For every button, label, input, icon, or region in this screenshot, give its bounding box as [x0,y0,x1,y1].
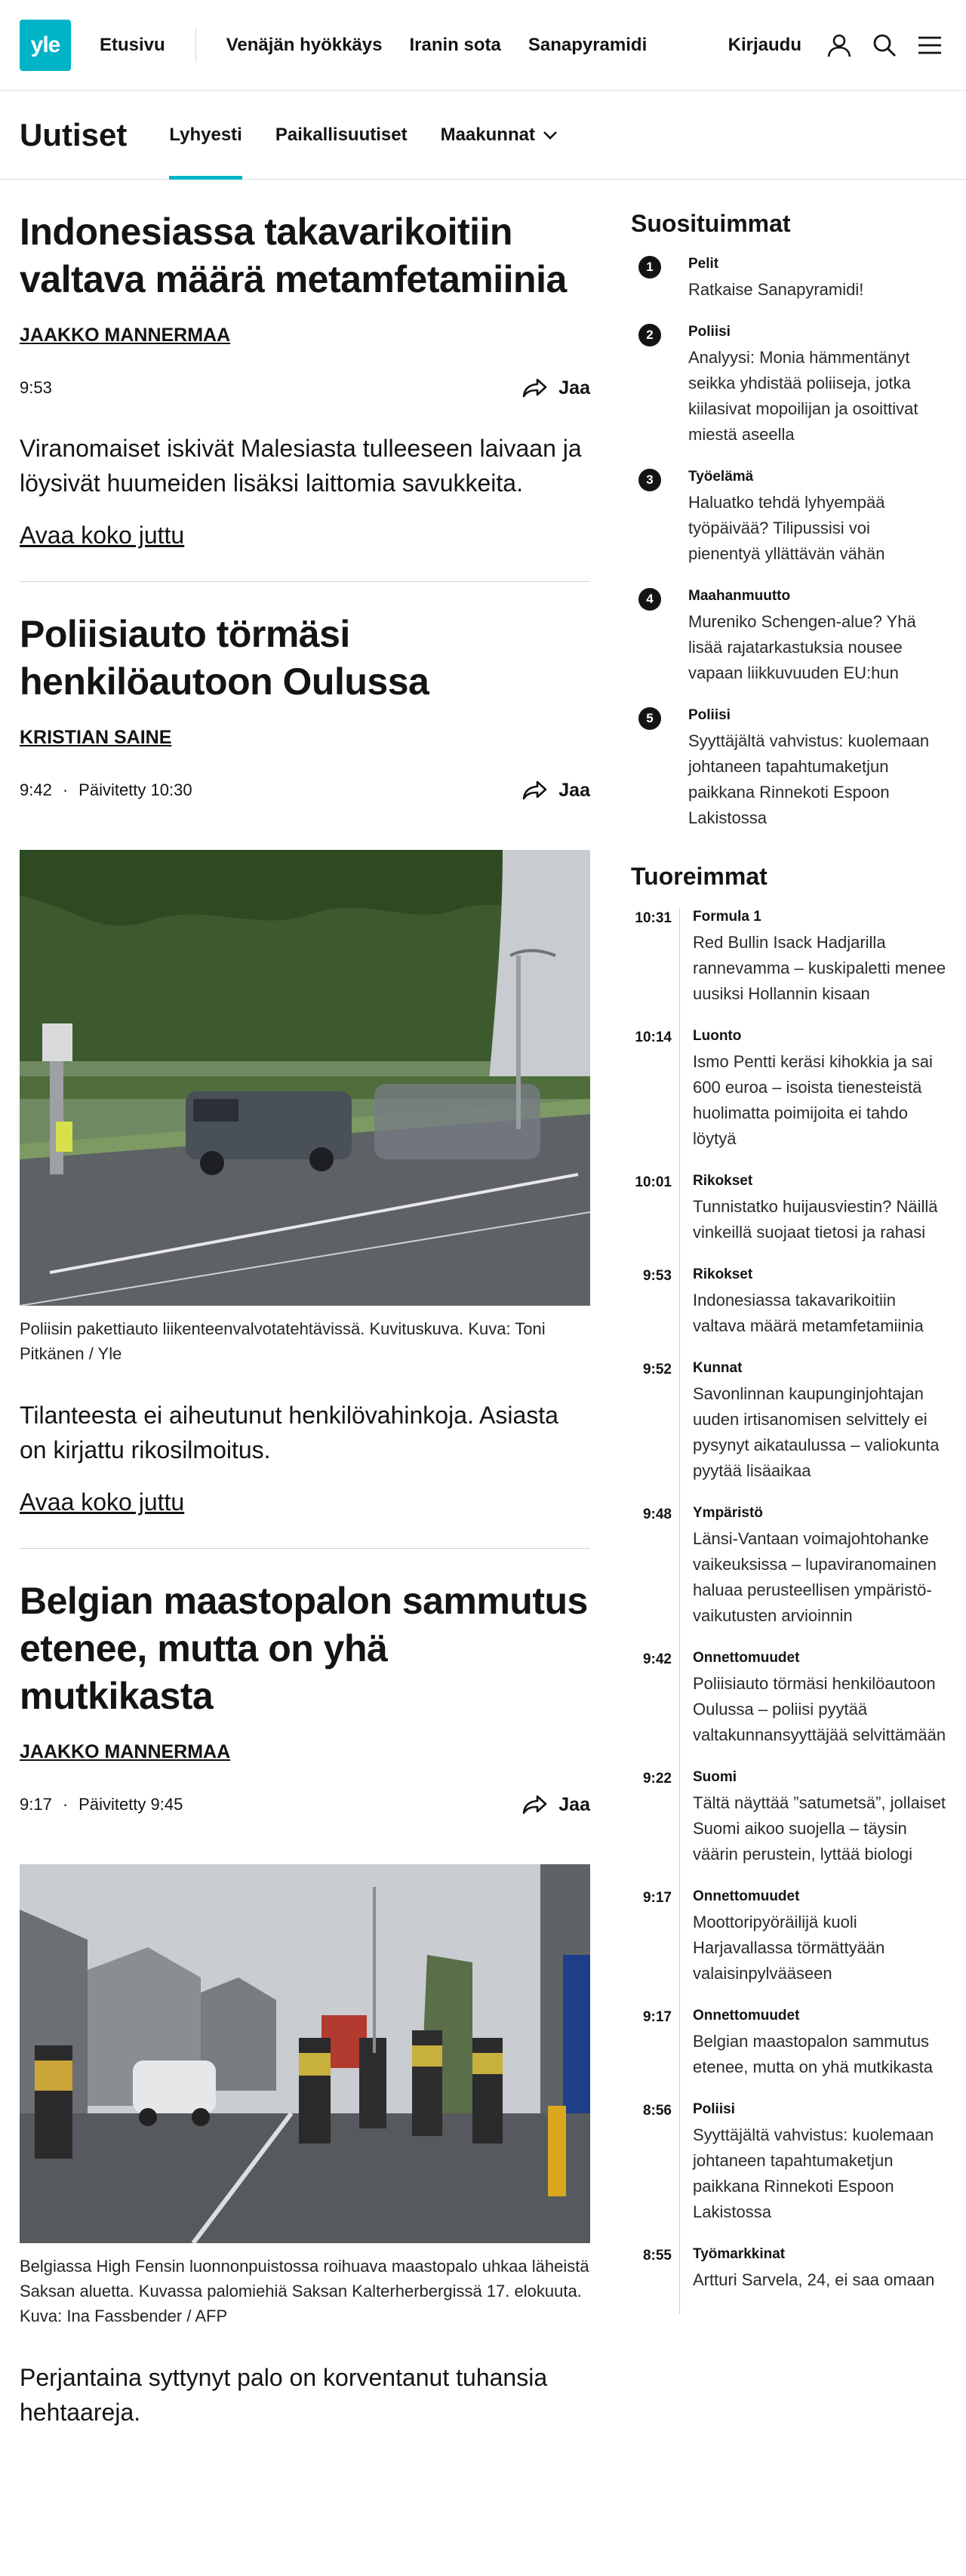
popular-item-body [688,588,946,686]
latest-item-body [693,1505,946,1629]
item-time: 9:42 [642,1651,672,1667]
item-headline: Länsi-Vantaan voimajohtohanke vaikeuksissa – lupaviranomainen haluaa perusteellisen ympäristövaikutusten arvioinnin [693,1529,937,1625]
popular-heading: Suosituimmat [631,210,791,237]
rank-number: 3 [638,469,661,491]
timeline-rail [679,1173,680,1266]
menu-icon[interactable] [913,29,946,62]
item-time: 10:01 [635,1174,672,1190]
latest-item-body [693,1650,946,1748]
item-kicker: Luonto [693,1028,742,1044]
item-headline: Tältä näyttää ”satumetsä”, jollaiset Suomi aikoo suojella – täysin väärin perustein, lyttää biologi [693,1793,946,1864]
share-button[interactable] [522,1794,590,1816]
nav-link-sanapyramidi[interactable]: Sanapyramidi [528,34,648,55]
police-van-photo[interactable] [20,850,590,1306]
latest-item[interactable] [631,1769,946,1867]
share-label: Jaa [558,779,590,801]
sidebar [631,180,946,2430]
timeline-rail [679,1505,680,1650]
timeline-rail [679,2246,680,2314]
item-time: 9:22 [642,1771,672,1787]
article-meta [20,1793,590,1816]
latest-item[interactable] [631,1888,946,1987]
item-time: 9:17 [642,2009,672,2025]
latest-item[interactable] [631,2101,946,2225]
item-time: 9:48 [642,1507,672,1522]
latest-item-body [693,1769,946,1867]
rank-number: 1 [638,256,661,279]
item-headline: Savonlinnan kaupunginjohtajan uuden irtisanomisen selvittely ei pysynyt aikataulussa – valiokunta pyytää lisäaikaa [693,1384,940,1480]
popular-item[interactable] [631,324,946,448]
item-kicker: Rikokset [693,1266,753,1282]
item-time: 9:17 [642,1890,672,1906]
item-headline: Haluatko tehdä lyhyempää työpäivää? Tilipussisi voi pienentyä yllättävän vähän [688,493,885,563]
item-headline: Artturi Sarvela, 24, ei saa omaan [693,2270,935,2289]
popular-item[interactable] [631,469,946,567]
open-article-link[interactable]: Avaa koko juttu [20,1488,185,1516]
firefighters-photo[interactable] [20,1864,590,2243]
news-feed [20,180,590,2430]
timeline-rail [679,1266,680,1360]
item-kicker: Suomi [693,1769,737,1785]
news-article [20,611,590,1549]
header-actions [728,29,946,62]
article-lead: Tilanteesta ei aiheutunut henkilövahinkoja. Asiasta on kirjattu rikosilmoitus. [20,1402,558,1463]
top-navigation [0,0,966,91]
nav-home-link[interactable]: Etusivu [100,34,165,55]
share-label: Jaa [558,1793,590,1815]
item-kicker: Poliisi [688,324,731,340]
meta-separator: · [62,1795,69,1814]
chevron-down-icon [543,131,558,140]
timeline-rail [679,1769,680,1888]
item-kicker: Onnettomuudet [693,1888,800,1904]
latest-item[interactable] [631,1360,946,1484]
item-kicker: Poliisi [688,707,731,723]
article-updated: Päivitetty 9:45 [78,1795,183,1814]
user-icon[interactable] [823,29,856,62]
share-icon [522,780,548,801]
rank-number: 5 [638,707,661,730]
item-headline: Syyttäjältä vahvistus: kuolemaan johtaneen tapahtumaketjun paikkana Rinnekoti Espoon Lakistossa [693,2125,934,2221]
timeline-rail [679,1360,680,1505]
latest-item-body [693,1266,946,1339]
tab-lyhyesti[interactable]: Lyhyesti [169,91,242,180]
item-time: 10:14 [635,1029,672,1045]
nav-link-ukraine[interactable]: Venäjän hyökkäys [226,34,383,55]
article-updated: Päivitetty 10:30 [78,780,192,799]
popular-item-body [688,469,946,567]
article-meta [20,377,590,399]
yle-logo[interactable]: yle [20,20,71,71]
latest-item-body [693,2246,934,2293]
article-time: 9:42 [20,780,52,799]
latest-item[interactable] [631,1266,946,1339]
popular-item[interactable] [631,256,946,303]
latest-item[interactable] [631,909,946,1007]
article-lead: Viranomaiset iskivät Malesiasta tulleeseen laivaan ja löysivät huumeiden lisäksi laittomia savukkeita. [20,435,582,497]
popular-item[interactable] [631,707,946,831]
item-headline: Red Bullin Isack Hadjarilla rannevamma – kuskipaletti menee uusiksi Hollannin kisaan [693,933,946,1003]
image-caption: Poliisin pakettiauto liikenteenvalvotatehtävissä. Kuvituskuva. Kuva: Toni Pitkänen / Yle [20,1319,546,1363]
timeline-rail [679,909,680,1028]
tab-maakunnat[interactable] [441,91,558,180]
item-headline: Indonesiassa takavarikoitiin valtava määrä metamfetamiinia [693,1291,924,1335]
article-lead: Perjantaina syttynyt palo on korventanut tuhansia hehtaareja. [20,2364,548,2426]
item-headline: Tunnistatko huijausviestin? Näillä vinkeillä suojaat tietosi ja rahasi [693,1197,938,1242]
section-title: Uutiset [20,116,128,152]
latest-item[interactable] [631,2246,946,2293]
item-time: 8:56 [642,2103,672,2119]
image-caption: Belgiassa High Fensin luonnonpuistossa roihuava maastopalo uhkaa läheistä Saksan aluetta. Kuvassa palomiehiä Saksan Kalterherbergissä 17. elokuuta. Kuva: Ina Fassbender / AFP [20,2257,589,2325]
item-time: 10:31 [635,910,672,926]
article-title[interactable]: Indonesiassa takavarikoitiin valtava määrä metamfetamiinia [20,211,567,300]
nav-divider [195,28,196,63]
article-title[interactable]: Belgian maastopalon sammutus etenee, mutta on yhä mutkikasta [20,1580,588,1717]
latest-item-body [693,1888,946,1987]
item-kicker: Työmarkkinat [693,2246,786,2262]
item-kicker: Formula 1 [693,909,761,925]
timeline-rail [679,1888,680,2008]
item-headline: Analyysi: Monia hämmentänyt seikka yhdistää poliiseja, jotka kiilasivat mopoilijan ja osoittivat miestä aseella [688,348,918,444]
article-time: 9:17 [20,1795,52,1814]
item-headline: Belgian maastopalon sammutus etenee, mutta on yhä mutkikasta [693,2032,933,2076]
item-kicker: Maahanmuutto [688,588,791,604]
timeline-rail [679,2008,680,2101]
tab-paikallisuutiset[interactable]: Paikallisuutiset [275,124,408,145]
share-icon [522,377,548,399]
latest-item[interactable] [631,1173,946,1245]
timeline-rail [679,1650,680,1769]
share-label: Jaa [558,377,590,399]
latest-heading: Tuoreimmat [631,863,768,890]
article-title[interactable]: Poliisiauto törmäsi henkilöautoon Oulussa [20,613,429,703]
meta-separator: · [62,780,69,799]
item-headline: Ratkaise Sanapyramidi! [688,280,864,299]
latest-item-body [693,2101,946,2225]
item-time: 9:53 [642,1268,672,1284]
item-headline: Poliisiauto törmäsi henkilöautoon Oulussa – poliisi pyytää valtakunnansyyttäjää selvittämään [693,1674,946,1744]
article-time: 9:53 [20,378,52,397]
item-kicker: Kunnat [693,1360,743,1376]
item-kicker: Työelämä [688,469,754,485]
news-article [20,208,590,582]
rank-number: 2 [638,324,661,346]
open-article-link[interactable]: Avaa koko juttu [20,522,185,549]
latest-item-body [693,909,946,1007]
item-time: 8:55 [642,2248,672,2264]
article-author[interactable]: KRISTIAN SAINE [20,727,172,748]
article-author[interactable]: JAAKKO MANNERMAA [20,1741,231,1762]
latest-item-body [693,1360,946,1484]
popular-item-body [688,324,946,448]
rank-number: 4 [638,588,661,611]
share-button[interactable] [522,377,590,399]
article-figure [20,1864,590,2328]
nav-link-iran[interactable]: Iranin sota [409,34,501,55]
item-headline: Syyttäjältä vahvistus: kuolemaan johtaneen tapahtumaketjun paikkana Rinnekoti Espoon Lakistossa [688,731,930,827]
popular-list [631,256,946,831]
popular-item[interactable] [631,588,946,686]
item-headline: Moottoripyöräilijä kuoli Harjavallassa törmättyään valaisinpylvääseen [693,1913,885,1983]
item-kicker: Rikokset [693,1173,753,1189]
item-headline: Ismo Pentti keräsi kihokkia ja sai 600 euroa – isoista tienesteistä huolimatta poimijoita ei tahdo löytyä [693,1052,933,1148]
news-article [20,1577,590,2430]
item-kicker: Onnettomuudet [693,1650,800,1666]
article-figure [20,850,590,1366]
latest-item[interactable] [631,2008,946,2080]
latest-item-body [693,1173,946,1245]
latest-item[interactable] [631,1650,946,1748]
share-button[interactable] [522,780,590,802]
popular-item-body [688,707,946,831]
page-content [0,180,966,2430]
item-time: 9:52 [642,1362,672,1377]
latest-item-body [693,1028,946,1152]
article-author[interactable]: JAAKKO MANNERMAA [20,325,231,346]
latest-item-body [693,2008,946,2080]
search-icon[interactable] [868,29,901,62]
share-icon [522,1794,548,1815]
latest-item[interactable] [631,1028,946,1152]
popular-item-body [688,256,863,303]
timeline-rail [679,1028,680,1173]
item-kicker: Pelit [688,256,719,272]
latest-list [631,909,946,2293]
item-headline: Mureniko Schengen-alue? Yhä lisää rajatarkastuksia nousee vapaan liikkuvuuden EU:hun [688,612,916,682]
item-kicker: Poliisi [693,2101,735,2117]
item-kicker: Onnettomuudet [693,2008,800,2024]
article-meta [20,779,590,802]
tab-maakunnat-label: Maakunnat [440,124,535,145]
timeline-rail [679,2101,680,2246]
item-kicker: Ympäristö [693,1505,763,1521]
latest-item[interactable] [631,1505,946,1629]
login-link[interactable]: Kirjaudu [728,34,801,55]
section-navigation [0,91,966,180]
